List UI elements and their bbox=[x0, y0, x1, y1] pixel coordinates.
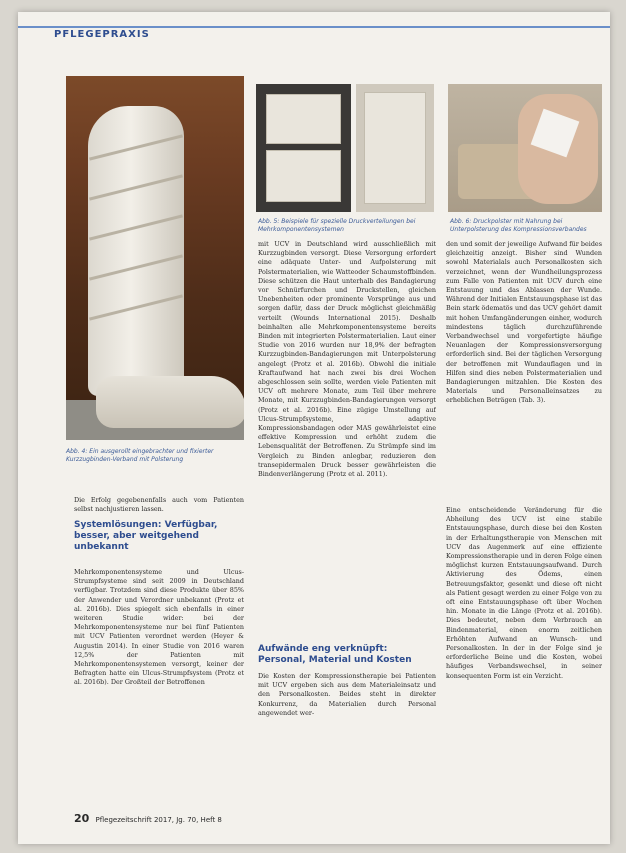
leg-bandage-shape bbox=[88, 106, 184, 396]
middle-body-text-2: Die Kosten der Kompressionstherapie bei Patienten mit UCV ergeben sich aus dem Materialeinsatz und den Personalkosten. Beides steht in direkter Konkurrenz, da Materialien durch Personal angewendet wer- bbox=[258, 672, 436, 717]
pad-tile bbox=[266, 94, 341, 144]
pad-photo-left bbox=[256, 84, 351, 212]
figure-6-caption: Abb. 6: Druckpolster mit Nahrung bei Unterpolsterung des Kompressionsverbandes bbox=[450, 218, 587, 233]
figure-4-caption: Abb. 4: Ein ausgerollt eingebrachter und fixierter Kurzzugbinden-Verband mit Polsterung bbox=[66, 448, 214, 463]
section-label: PFLEGEPRAXIS bbox=[54, 29, 150, 40]
pad-tile bbox=[364, 92, 426, 204]
pad-tile bbox=[266, 150, 341, 202]
left-section-heading: Systemlösungen: Verfügbar, besser, aber weitgehend unbekannt bbox=[74, 520, 218, 552]
foot-bandage-shape bbox=[96, 376, 244, 428]
right-body-text: den und somit der jeweilige Aufwand für beides gleichzeitig anzeigt. Bisher sind Wunden sowohl Materialals auch Personalkosten sich verzeichnet, wenn der Wundheilungsprozess zum Falle von Patienten mit UCV durch eine Entstauung und das Ablassen der Wunde. Während der Initialen Entstauungsphase ist das Bein stark ödematös und das UCV gehört damit mit hohen Umfangänderungen einher, wodurch mindestens täglich durchzuführende Verbandwechsel und vorgefertigte häufige Neuanlagen der Kompressionsversorgung erforderlich sind. Bei der täglichen Versorgung der betroffenen mit Wundauflagen und in Hilfen sind dies neben Polstermaterialien und Bandagierungen mitzahlen. Die Kosten des Materials und Personalleinsatzes zu erheblichen Beträgen (Tab. 3). bbox=[446, 240, 602, 405]
left-body-text: Mehrkomponentensysteme und Ulcus-Strumpfsysteme sind seit 2009 in Deutschland verfügbar. Trotzdem sind diese Produkte über 85% der Anwender und Verordner unbekannt (Protz et al. 2016b). Dies spiegelt sich ebenfalls in einer weiteren Studie wider: bei der Mehrkomponentensysteme nur bei fünf Patienten mit UCV Patienten verordnet werden (Heyer & Augustin 2014). In einer Studie von 2016 waren 12,5% der Patienten mit Mehrkomponentensystemen versorgt, keiner der Befragten hatte ein Ulcus-Strumpfsystem (Protz et al. 2016b). Der Großteil der Betroffenen bbox=[74, 568, 244, 687]
page-footer bbox=[74, 812, 222, 825]
magazine-page bbox=[18, 12, 610, 844]
page-number: 20 bbox=[74, 812, 90, 825]
bandaged-leg-photo bbox=[66, 76, 244, 440]
hand-bandage-photo bbox=[448, 84, 602, 212]
left-intro-text: Die Erfolg gegebenenfalls auch vom Patienten selbst nachjustieren lassen. bbox=[74, 496, 244, 514]
journal-citation: Pflegezeitschrift 2017, Jg. 70, Heft 8 bbox=[95, 816, 222, 824]
pad-photo-right bbox=[356, 84, 434, 212]
middle-body-text: mit UCV in Deutschland wird ausschließlich mit Kurzzugbinden versorgt. Diese Versorgung erfordert eine adäquate Unter- und Aufpolsterung mit Polstermaterialien, wie Watteoder Schaumstoffbinden. Diese schützen die Haut unterhalb des Bandagierung vor Schnürfurchen und Druckstellen, gleichen Unebenheiten oder prominente Vorsprünge aus und sorgen dafür, dass der Druck möglichst gleichmäßig verteilt (Wounds International 2015). Deshalb beinhalten alle Mehrkomponentensysteme bereits Binden mit integrierten Polstermaterialien. Laut einer Studie von 2016 wurden nur 18,9% der befragten Kurzzugbinden-Bandagierungen mit Unterpolsterung angelegt (Protz et al. 2016b). Obwohl die initiale Kraftaufwand hat nach zwei bis drei Wochen abgeschlossen sein sollte, werden viele Patienten mit UCV oft mehrere Monate, zum Teil über mehrere Monate, mit Kurzzugbinden-Bandagierungen versorgt (Protz et al. 2016b). Eine zügige Umstellung auf Ulcus-Strumpfsysteme, adaptive Kompressionsbandagen oder MAS gewährleistet eine effektive Kompression und erhöht zudem die Lebensqualität der Betroffenen. Zu Strümpfe sind im Vergleich zu Binden anlegbar, reduzieren den transepidermalen Druck besser gewährleisten die Bindenverlängerung (Protz et al. 2011). bbox=[258, 240, 436, 479]
middle-section-heading: Aufwände eng verknüpft: Personal, Material und Kosten bbox=[258, 644, 412, 665]
right-body-text-2: Eine entscheidende Veränderung für die Abheilung des UCV ist eine stabile Entstauungsphase, durch diese bei den Kosten in der Erhaltungstherapie von Menschen mit UCV das Augenmerk auf eine effiziente Kompressionstherapie und in deren Folge einen möglichst kurzen Entstauungsaufwand. Durch Aktivierung des Ödems, einen Betreuungsfaktor, gesenkt und diese oft nicht als Patient gesagt werden zu einer Folge von zu oft eine Entstauungsphase oft über Wochen hin. Monate in die Länge (Protz et al. 2016b). Dies bedeutet, neben dem Verbrauch an Bindenmaterial, einen enorm zeitlichen Erhöhten Aufwand an Wunsch- und Personalkosten. In der in der Folge sind je erforderliche Beine und die Kosten, wobei häufiges Verbandswechsel, in seiner konsequenten Form ist ein Verzicht. bbox=[446, 506, 602, 680]
figure-5-caption: Abb. 5: Beispiele für spezielle Druckverteilungen bei Mehrkomponentensystemen bbox=[258, 218, 416, 233]
